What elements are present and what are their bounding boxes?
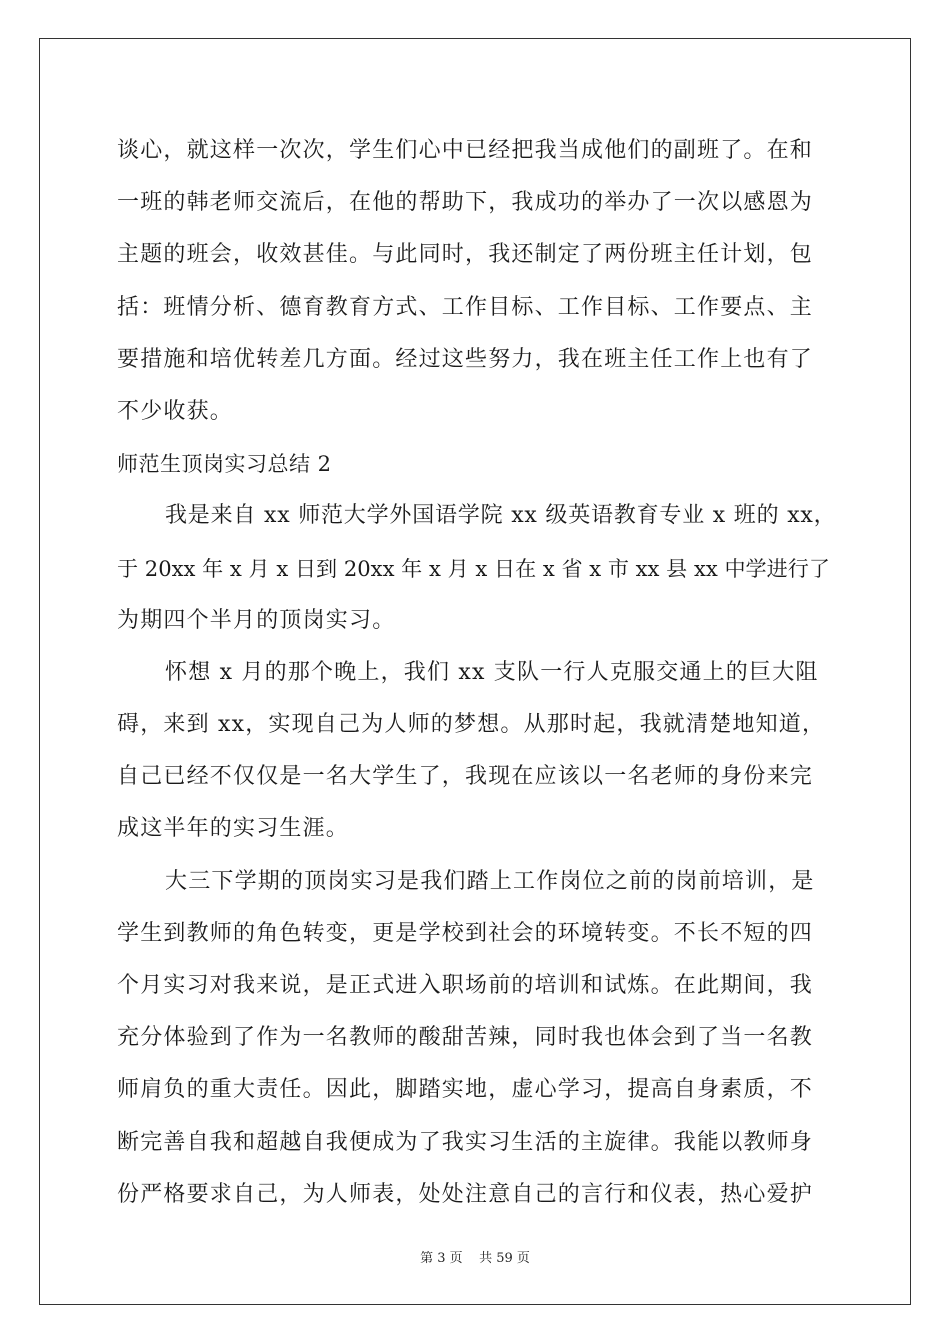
text-line: 一班的韩老师交流后，在他的帮助下，我成功的举办了一次以感恩为 bbox=[117, 190, 814, 216]
text-line: 要措施和培优转差几方面。经过这些努力，我在班主任工作上也有了 bbox=[117, 346, 814, 372]
text-line: 断完善自我和超越自我便成为了我实习生活的主旋律。我能以教师身 bbox=[117, 1129, 814, 1155]
text-line: 谈心，就这样一次次，学生们心中已经把我当成他们的副班了。在和 bbox=[117, 138, 814, 163]
paragraph-first-line: 我是来自 xx 师范大学外国语学院 xx 级英语教育专业 x 班的 xx， bbox=[165, 503, 837, 529]
text-line: 师肩负的重大责任。因此，脚踏实地，虚心学习，提高自身素质，不 bbox=[117, 1077, 814, 1103]
text-line: 碍，来到 xx，实现自己为人师的梦想。从那时起，我就清楚地知道， bbox=[117, 712, 826, 738]
text-line: 个月实习对我来说，是正式进入职场前的培训和试炼。在此期间，我 bbox=[117, 973, 814, 998]
text-line: 学生到教师的角色转变，更是学校到社会的环境转变。不长不短的四 bbox=[117, 920, 814, 946]
text-line: 于 20xx 年 x 月 x 日到 20xx 年 x 月 x 日在 x 省 x 市 xx 县 xx 中学进行了 bbox=[117, 555, 830, 581]
text-line: 为期四个半月的顶岗实习。 bbox=[117, 607, 396, 633]
text-line: 份严格要求自己，为人师表，处处注意自己的言行和仪表，热心爱护 bbox=[117, 1181, 814, 1207]
section-heading: 师范生顶岗实习总结 2 bbox=[117, 452, 332, 477]
page-number-footer: 第 3 页 共 59 页 bbox=[420, 1251, 530, 1266]
document-body bbox=[117, 125, 837, 1221]
paragraph-first-line: 大三下学期的顶岗实习是我们踏上工作岗位之前的岗前培训，是 bbox=[165, 868, 815, 894]
text-line: 充分体验到了作为一名教师的酸甜苦辣，同时我也体会到了当一名教 bbox=[117, 1025, 814, 1051]
text-line: 主题的班会，收效甚佳。与此同时，我还制定了两份班主任计划，包 bbox=[117, 242, 814, 268]
text-line: 括：班情分析、德育教育方式、工作目标、工作目标、工作要点、主 bbox=[117, 294, 814, 320]
text-line: 不少收获。 bbox=[117, 398, 234, 424]
paragraph-first-line: 怀想 x 月的那个晚上，我们 xx 支队一行人克服交通上的巨大阻 bbox=[165, 659, 819, 685]
text-line: 成这半年的实习生涯。 bbox=[117, 816, 350, 842]
text-line: 自己已经不仅仅是一名大学生了，我现在应该以一名老师的身份来完 bbox=[117, 764, 814, 790]
